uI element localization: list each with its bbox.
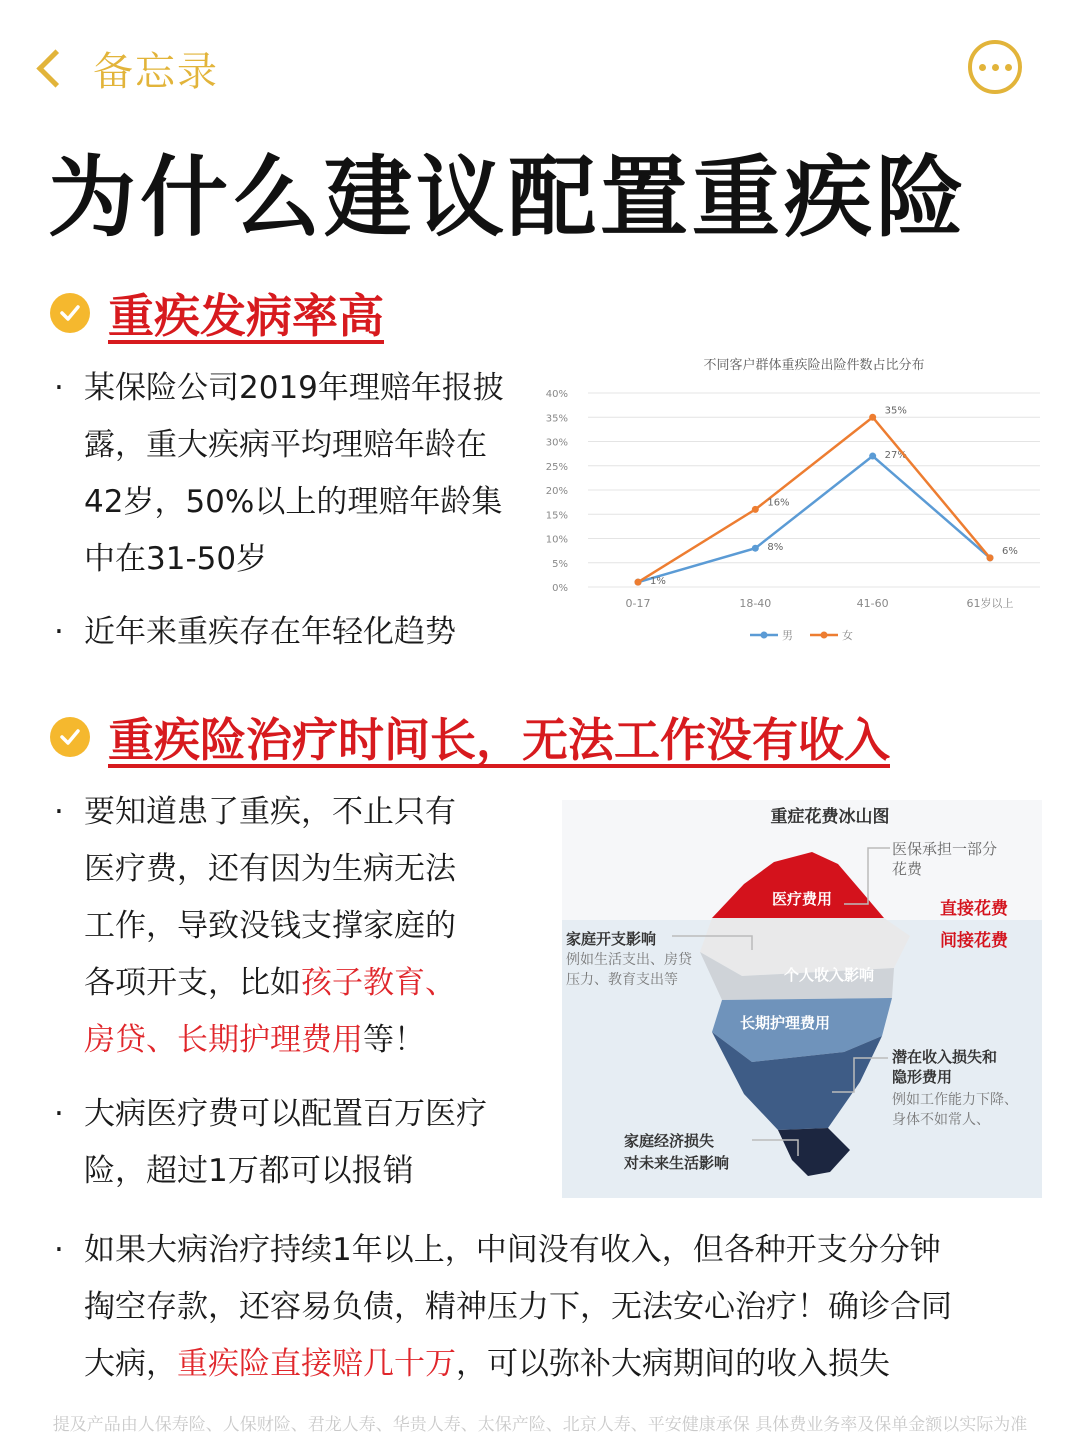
data-label: 6% <box>1002 545 1018 557</box>
text-line: 险，超过1万都可以报销 <box>84 1153 414 1189</box>
y-tick-label: 0% <box>552 583 568 594</box>
list-item <box>54 604 456 661</box>
back-label: 备忘录 <box>93 49 219 95</box>
label-econ: 对未来生活影响 <box>624 1154 730 1172</box>
text-line: 如果大病治疗持续1年以上，中间没有收入，但各种开支分分钟 <box>84 1232 941 1268</box>
text-line: 医疗费，还有因为生病无法 <box>84 851 456 887</box>
text-line: 露，重大疾病平均理赔年龄在 <box>84 427 487 463</box>
bullet-dot: · <box>54 614 64 650</box>
label-family: 家庭开支影响 <box>566 930 657 948</box>
label-insurance-note: 花费 <box>892 860 923 878</box>
iceberg-tip-medical <box>712 852 884 918</box>
y-tick-label: 40% <box>545 389 568 400</box>
iceberg-title: 重症花费冰山图 <box>770 807 890 827</box>
label-indirect-cost: 间接花费 <box>940 931 1008 951</box>
label-insurance-note: 医保承担一部分 <box>892 840 998 858</box>
legend-label: 男 <box>782 629 793 642</box>
legend-label: 女 <box>842 629 853 642</box>
y-tick-label: 20% <box>545 486 568 497</box>
label-medical: 医疗费用 <box>772 890 833 908</box>
data-label: 27% <box>884 450 907 462</box>
line-chart-svg <box>540 345 1060 655</box>
page-title: 为什么建议配置重疾险 <box>48 146 969 249</box>
label-direct-cost: 直接花费 <box>940 899 1008 919</box>
back-button[interactable] <box>30 40 219 97</box>
more-dot-icon <box>979 64 986 71</box>
text-line: 要知道患了重疾，不止只有 <box>84 794 456 830</box>
label-income: 个人收入影响 <box>784 966 875 984</box>
text-line <box>84 955 456 1012</box>
more-dot-icon <box>1005 64 1012 71</box>
y-tick-label: 25% <box>545 461 568 473</box>
data-point <box>869 414 876 421</box>
text-line: 中在31-50岁 <box>84 541 268 577</box>
list-item <box>54 1086 487 1200</box>
label-care: 长期护理费用 <box>740 1014 831 1032</box>
y-tick-label: 15% <box>545 510 568 522</box>
text-line: 工作，导致没钱支撑家庭的 <box>84 908 456 944</box>
y-tick-label: 10% <box>545 534 568 546</box>
legend-marker <box>761 632 768 639</box>
highlight-text: 孩子教育、 <box>301 965 456 1001</box>
data-label: 16% <box>767 497 790 509</box>
highlight-text: 房贷、长期护理费用 <box>84 1022 363 1058</box>
y-tick-label: 35% <box>545 413 568 425</box>
label-family-desc: 例如生活支出、房贷 <box>566 952 692 968</box>
text-segment: 各项开支，比如 <box>84 965 301 1001</box>
chart-title: 不同客户群体重疾险出险件数占比分布 <box>703 358 925 373</box>
text-segment: 大病， <box>84 1346 177 1382</box>
list-item <box>54 784 456 1069</box>
section-heading-2 <box>50 704 890 770</box>
label-family-desc: 压力、教育支出等 <box>566 972 678 988</box>
data-point <box>987 554 994 561</box>
text-line: 42岁，50%以上的理赔年龄集 <box>84 484 503 520</box>
y-tick-label: 5% <box>552 558 568 570</box>
iceberg-figure <box>562 800 1042 1198</box>
label-hidden: 潜在收入损失和 <box>892 1048 998 1066</box>
text-line: 大病医疗费可以配置百万医疗 <box>84 1096 487 1132</box>
more-dot-icon <box>992 64 999 71</box>
list-item <box>54 360 504 588</box>
legend-marker <box>821 632 828 639</box>
highlight-text: 重疾险直接赔几十万 <box>177 1346 456 1382</box>
x-tick-label: 61岁以上 <box>966 597 1014 610</box>
text-line: 某保险公司2019年理赔年报披 <box>84 370 504 406</box>
text-segment: 等！ <box>363 1022 425 1058</box>
bullet-dot: · <box>54 1232 64 1268</box>
section-heading-text: 重疾发病率高 <box>108 289 384 343</box>
label-hidden-desc: 例如工作能力下降、 <box>892 1092 1018 1108</box>
x-tick-label: 18-40 <box>739 597 772 610</box>
data-point <box>635 579 642 586</box>
check-circle-icon <box>50 293 90 333</box>
text-line: 近年来重疾存在年轻化趋势 <box>84 614 456 650</box>
text-line: 掏空存款，还容易负债，精神压力下，无法安心治疗！确诊合同 <box>84 1289 952 1325</box>
data-point <box>869 453 876 460</box>
label-hidden-desc: 身体不如常人、 <box>892 1112 990 1128</box>
label-econ: 家庭经济损失 <box>624 1132 715 1150</box>
x-tick-label: 0-17 <box>625 597 651 610</box>
section-heading-1 <box>50 280 384 346</box>
data-point <box>752 545 759 552</box>
line-chart <box>540 345 1060 655</box>
x-tick-label: 41-60 <box>856 597 889 610</box>
check-circle-icon <box>50 717 90 757</box>
list-item <box>54 1222 1040 1393</box>
text-segment: ，可以弥补大病期间的收入损失 <box>456 1346 890 1382</box>
bullet-dot: · <box>54 794 64 830</box>
bullet-dot: · <box>54 370 64 406</box>
y-tick-label: 30% <box>545 437 568 449</box>
data-point <box>752 506 759 513</box>
chevron-left-icon <box>36 49 74 87</box>
more-options-button[interactable] <box>968 40 1022 94</box>
text-line <box>84 1012 456 1069</box>
text-line <box>84 1336 1040 1393</box>
label-hidden: 隐形费用 <box>892 1068 953 1086</box>
disclaimer-footer: 提及产品由人保寿险、人保财险、君龙人寿、华贵人寿、太保产险、北京人寿、平安健康承保 具体费业务率及保单金额以实际为准 <box>52 1415 1028 1435</box>
data-label: 1% <box>650 576 666 588</box>
data-label: 8% <box>767 542 784 554</box>
bullet-dot: · <box>54 1096 64 1132</box>
section-heading-text: 重疾险治疗时间长，无法工作没有收入 <box>108 713 890 767</box>
data-label: 35% <box>884 405 907 417</box>
